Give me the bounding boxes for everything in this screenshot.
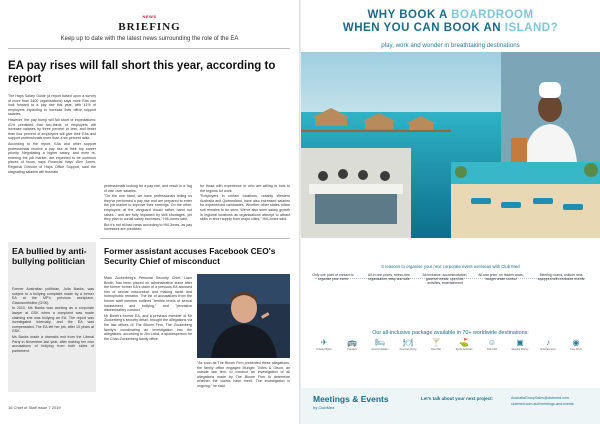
sidebar-body [12,287,94,354]
left-page [0,0,299,424]
sidebar-box [8,242,96,392]
lead-column-2 [104,184,192,233]
paragraph: "As soon as The Bloom Firm presented these allegations, the family office engaged Munger, Tolles & Olson, an outside law firm, to conduct an investigation of all allegations made by The Bloom Firm to determine whether the claims have merit. The investigation is ongoing," he said. [197,361,290,388]
divider [100,238,290,239]
party-icon: ♪ [546,338,550,347]
meeting-icon: ▣ [516,338,524,347]
advert-tagline: play, work and wonder in breathtaking destinations [381,42,520,49]
reason-item: All-star price, no hidden costs, budget under control [478,273,524,282]
activity-icon [451,338,477,351]
lead-headline: EA pay rises will fall short this year, according to report [8,60,276,85]
inclusion-label: Transfers [346,348,357,351]
headline-text: WHY BOOK A [367,9,452,21]
dining-icon [395,338,421,351]
paragraph: Former Australian politician, Julia Banks, was subject to a bullying complaint made by a former EA at the MP's previous workplace, Glaxosmithkline (GSK). [12,287,94,305]
page-folio: 16 Chief of Staff Issue 7 2019 [8,405,61,410]
transfer-icon [339,338,365,351]
contact-email[interactable]: AustraliaGroupSales@clubmed.com [511,396,569,400]
paragraph: But it's not all bad news according to Hill-Jones, as pay increases are predicted [104,222,192,232]
contact-url[interactable]: clubmed.com.au/l/meetings-and-events [511,401,574,406]
facebook-headline: Former assistant accuses Facebook CEO's Security Chief of misconduct [104,246,276,266]
paragraph: Mr Booth's former EA, and a previous member of Mr Zuckerberg's security detail, brought the allegations via the law offices of The Bloom Firm. The Zuckerberg family's coordinating an investigation into the allegations, according to Jim Lafoli, a spokesperson for the Chan-Zuckerberg family office. [104,313,192,341]
inclusion-label: Sports Activities [455,348,473,351]
reasons-title: 5 reasons to organise your next corporate event overseas with Club Med [381,264,520,269]
bar-icon: 🍸 [431,338,441,347]
inclusion-label: Kids Club [486,348,498,351]
paragraph: Ms Banks made a dramatic exit from the Liberal Party in November last year, after making her own accusations of bullying from both sides of parliament. [12,334,94,353]
section-tag: NEWS [142,14,157,19]
inclusion-label: Accommodation [371,348,389,351]
zuckerberg-photo [197,274,290,358]
inclusion-label: Free Wi-Fi [570,348,582,351]
bed-icon: 🛏 [374,338,386,347]
section-title: BRIEFING [118,21,181,33]
brand-byline: by ClubMed [313,405,335,410]
section-subtitle: Keep up to date with the latest news surrounding the role of the EA [60,36,239,42]
inclusion-label: Open Bar [430,348,442,351]
paragraph: The Hays Salary Guide (a report based upon a survey of more than 3400 organisations) says more EAs can look forward to a pay rise this year, with 41% of employers expecting to increase their office support salaries. [8,94,96,117]
brand-name: Meetings & Events [313,394,389,404]
transfer-icon: 🚌 [347,338,357,347]
paragraph: In 2010, Ms Banks was working as a corporate lawyer at GSK when a complaint was made claiming she was bullying an EA. The report was investigated internally, and the EA was compensated. The EA left her job, after 10 years at GSK. [12,306,94,334]
advert-headline [301,9,600,35]
inclusion-label: Meeting Rooms [511,348,529,351]
headline-text: WHEN YOU CAN BOOK AN [342,22,505,34]
contact-details [511,396,596,407]
reason-item: Only one point of contact to organise your event [312,273,354,282]
paragraph: However, the pay bump will fall short of expectations: 41% predicted that two-thirds of employers will increase salaries by three percent or less, and fewer than four percent of employers will give their EAs and support professionals more than a six percent raise. [8,117,96,141]
facebook-column-1 [104,276,192,342]
meeting-icon [507,338,533,351]
lead-column-1 [8,94,96,175]
call-to-action: Let's talk about your next project: [421,396,494,401]
headline-highlight: ISLAND? [504,22,559,34]
wifi-icon: ◉ [572,338,580,347]
paragraph: According to the report, EAs and other support professionals receive a pay rise at their top career priority. Negotiating a higher salary, and even re-entering the job market, are expected to be common places of focus, says Financial Hays' Alex Jones, Regional Director of Hays Office Support, said the stagnating salaries will frustrate [8,141,96,174]
kids-icon: ☺ [487,338,497,347]
wifi-icon [563,338,589,351]
bar-icon [423,338,449,351]
paragraph: "Employers in certain locations, notably Western Australia and Queensland, have also increased salaries for experienced candidates. Whether other states follow suit remains to be seen. We've also seen salary growth in regional locations as organisations attempt to attract skills in short supply from major cities," Hill-Jones said. [200,194,290,222]
reason-item: All-inclusive: accommodation, gourmet meals, open bar, activities, entertainment [422,273,468,286]
facebook-column-2 [197,361,290,390]
kids-icon [479,338,505,351]
paragraph: professionals looking for a pay rise, and result in a 'tug of war' over salaries. [104,184,192,193]
party-icon [535,338,561,351]
plane-icon [311,338,337,351]
lead-column-3 [200,184,290,223]
paragraph: for those with experience or who are willing to look to the regions for work. [200,184,290,193]
divider [8,48,290,49]
paragraph: "On the one hand, we have professionals telling us they've performed a pay rise and are prepared to enter the job market to improve their earnings. On the other, employers at the vanguard would rather hand out raises - and are fully impacted by skill shortages, yet they plan to curtail salary increases," Hill-Jones said. [104,194,192,222]
headline-highlight: BOARDROOM [451,9,534,21]
paragraph: Mark Zuckerberg's Personal Security Chief, Liam Booth, has been placed on administrative leave after the former former EA's claim of a previous EA accused him of sexual misconduct and making racist and homophobic remarks. The list of accusations from the former staff member outlines "terrible levels of sexual harassment and bullying," and "pervasive discriminatory conduct." [104,276,192,313]
right-page-advert [301,0,600,424]
inclusions-title: Our all-inclusive package available in 70+ worldwide destinations: [372,330,529,336]
resort-photo-collage [301,52,600,238]
inclusion-label: Private Flights [316,348,332,351]
inclusion-label: Gourmet Dining [399,348,417,351]
dining-icon: 🍽 [402,338,414,347]
activity-icon: ⛳ [459,338,469,347]
reason-item: All-in one prices, stress-free organisation, easy and safe [367,273,411,282]
plane-icon: ✈ [320,338,328,347]
inclusion-label: Entertainment [540,348,556,351]
reason-item: Meeting rooms, uniform sets equipped with exclusive events [537,273,585,282]
bed-icon [367,338,393,351]
sidebar-headline: EA bullied by anti-bullying politician [12,246,87,266]
